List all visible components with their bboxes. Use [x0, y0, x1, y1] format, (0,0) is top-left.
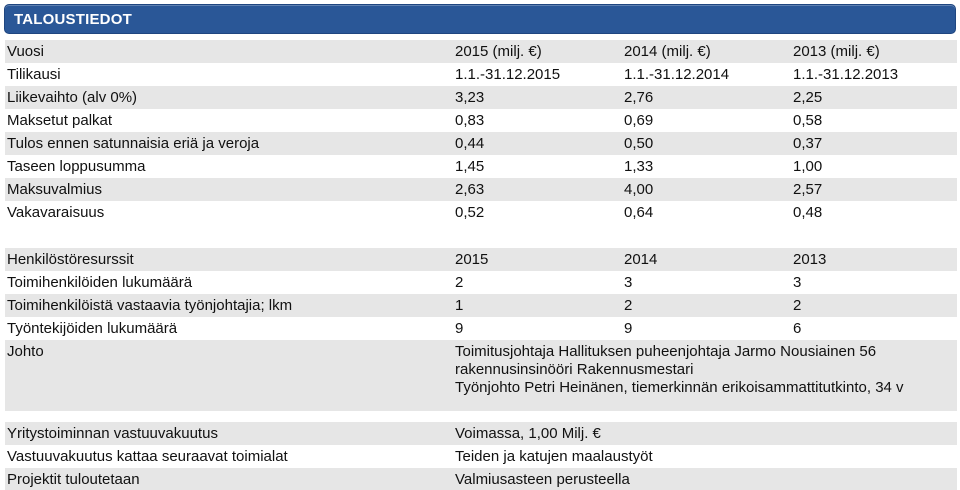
cell-2013: 1.1.-31.12.2013 — [793, 66, 899, 83]
table-row — [5, 445, 957, 468]
table-row — [5, 178, 957, 201]
row-label: Liikevaihto (alv 0%) — [7, 89, 138, 106]
row-label: Maksetut palkat — [7, 112, 113, 129]
cell-2015: 1 — [455, 297, 464, 314]
cell-2014: 4,00 — [624, 181, 654, 198]
cell-2015: 0,44 — [455, 135, 485, 152]
row-label: Yritystoiminnan vastuuvakuutus — [7, 425, 218, 442]
cell-2015: 2015 (milj. €) — [455, 43, 542, 60]
row-label: Projektit tuloutetaan — [7, 471, 140, 488]
personnel-table — [5, 248, 957, 411]
cell-2014: 1.1.-31.12.2014 — [624, 66, 730, 83]
cell-2013: 2013 — [793, 251, 827, 268]
cell-2014: 0,69 — [624, 112, 654, 129]
cell-2013: 1,00 — [793, 158, 823, 175]
table-row — [5, 248, 957, 271]
section-title: TALOUSTIEDOT — [14, 11, 132, 28]
cell-2014: 9 — [624, 320, 633, 337]
cell-2013: 2 — [793, 297, 802, 314]
row-label: Taseen loppusumma — [7, 158, 146, 175]
cell-2015: 2,63 — [455, 181, 485, 198]
table-row — [5, 468, 957, 490]
cell-2015: 1.1.-31.12.2015 — [455, 66, 561, 83]
cell-2014: 1,33 — [624, 158, 654, 175]
table-row — [5, 271, 957, 294]
table-row — [5, 317, 957, 340]
cell-2015: 1,45 — [455, 158, 485, 175]
table-row — [5, 294, 957, 317]
cell-2013: 0,58 — [793, 112, 823, 129]
insurance-table — [5, 422, 957, 490]
cell-2015: 9 — [455, 320, 464, 337]
cell-2014: 2,76 — [624, 89, 654, 106]
cell-2015: 2015 — [455, 251, 489, 268]
cell-2013: 2013 (milj. €) — [793, 43, 880, 60]
cell-2013: 0,37 — [793, 135, 823, 152]
cell-2013: 6 — [793, 320, 802, 337]
row-label: Toimihenkilöistä vastaavia työnjohtajia; lkm — [7, 297, 293, 314]
table-row — [5, 422, 957, 445]
management-line: Toimitusjohtaja Hallituksen puheenjohtaja Jarmo Nousiainen 56 — [455, 343, 877, 360]
cell-2015: 0,52 — [455, 204, 485, 221]
table-row — [5, 201, 957, 224]
row-label: Vuosi — [7, 43, 44, 60]
financial-table — [5, 40, 957, 224]
cell-2014: 2 — [624, 297, 633, 314]
cell-2013: 2,57 — [793, 181, 823, 198]
row-label: Vastuuvakuutus kattaa seuraavat toimialat — [7, 448, 288, 465]
cell-2015: 3,23 — [455, 89, 485, 106]
cell-2015: 0,83 — [455, 112, 485, 129]
management-details — [455, 343, 904, 397]
row-label: Vakavaraisuus — [7, 204, 105, 221]
cell-2014: 0,64 — [624, 204, 654, 221]
cell-2013: 3 — [793, 274, 802, 291]
row-label: Tilikausi — [7, 66, 61, 83]
table-row — [5, 63, 957, 86]
management-line: Työnjohto Petri Heinänen, tiemerkinnän erikoisammattitutkinto, 34 v — [455, 379, 904, 396]
row-label: Henkilöstöresurssit — [7, 251, 134, 268]
cell-2014: 0,50 — [624, 135, 654, 152]
cell-2013: 0,48 — [793, 204, 823, 221]
management-line: rakennusinsinööri Rakennusmestari — [455, 361, 694, 378]
table-row — [5, 155, 957, 178]
table-row — [5, 132, 957, 155]
row-label: Tulos ennen satunnaisia eriä ja veroja — [7, 135, 260, 152]
cell-2015: 2 — [455, 274, 464, 291]
management-label: Johto — [7, 343, 44, 360]
row-value: Voimassa, 1,00 Milj. € — [455, 425, 601, 442]
row-label: Työntekijöiden lukumäärä — [7, 320, 178, 337]
cell-2014: 2014 (milj. €) — [624, 43, 711, 60]
cell-2013: 2,25 — [793, 89, 823, 106]
table-row — [5, 86, 957, 109]
row-label: Maksuvalmius — [7, 181, 103, 198]
cell-2014: 2014 — [624, 251, 658, 268]
section-header — [4, 4, 956, 34]
row-label: Toimihenkilöiden lukumäärä — [7, 274, 193, 291]
row-value: Teiden ja katujen maalaustyöt — [455, 448, 653, 465]
management-row — [5, 340, 957, 411]
table-row — [5, 109, 957, 132]
cell-2014: 3 — [624, 274, 633, 291]
table-row — [5, 40, 957, 63]
row-value: Valmiusasteen perusteella — [455, 471, 630, 488]
